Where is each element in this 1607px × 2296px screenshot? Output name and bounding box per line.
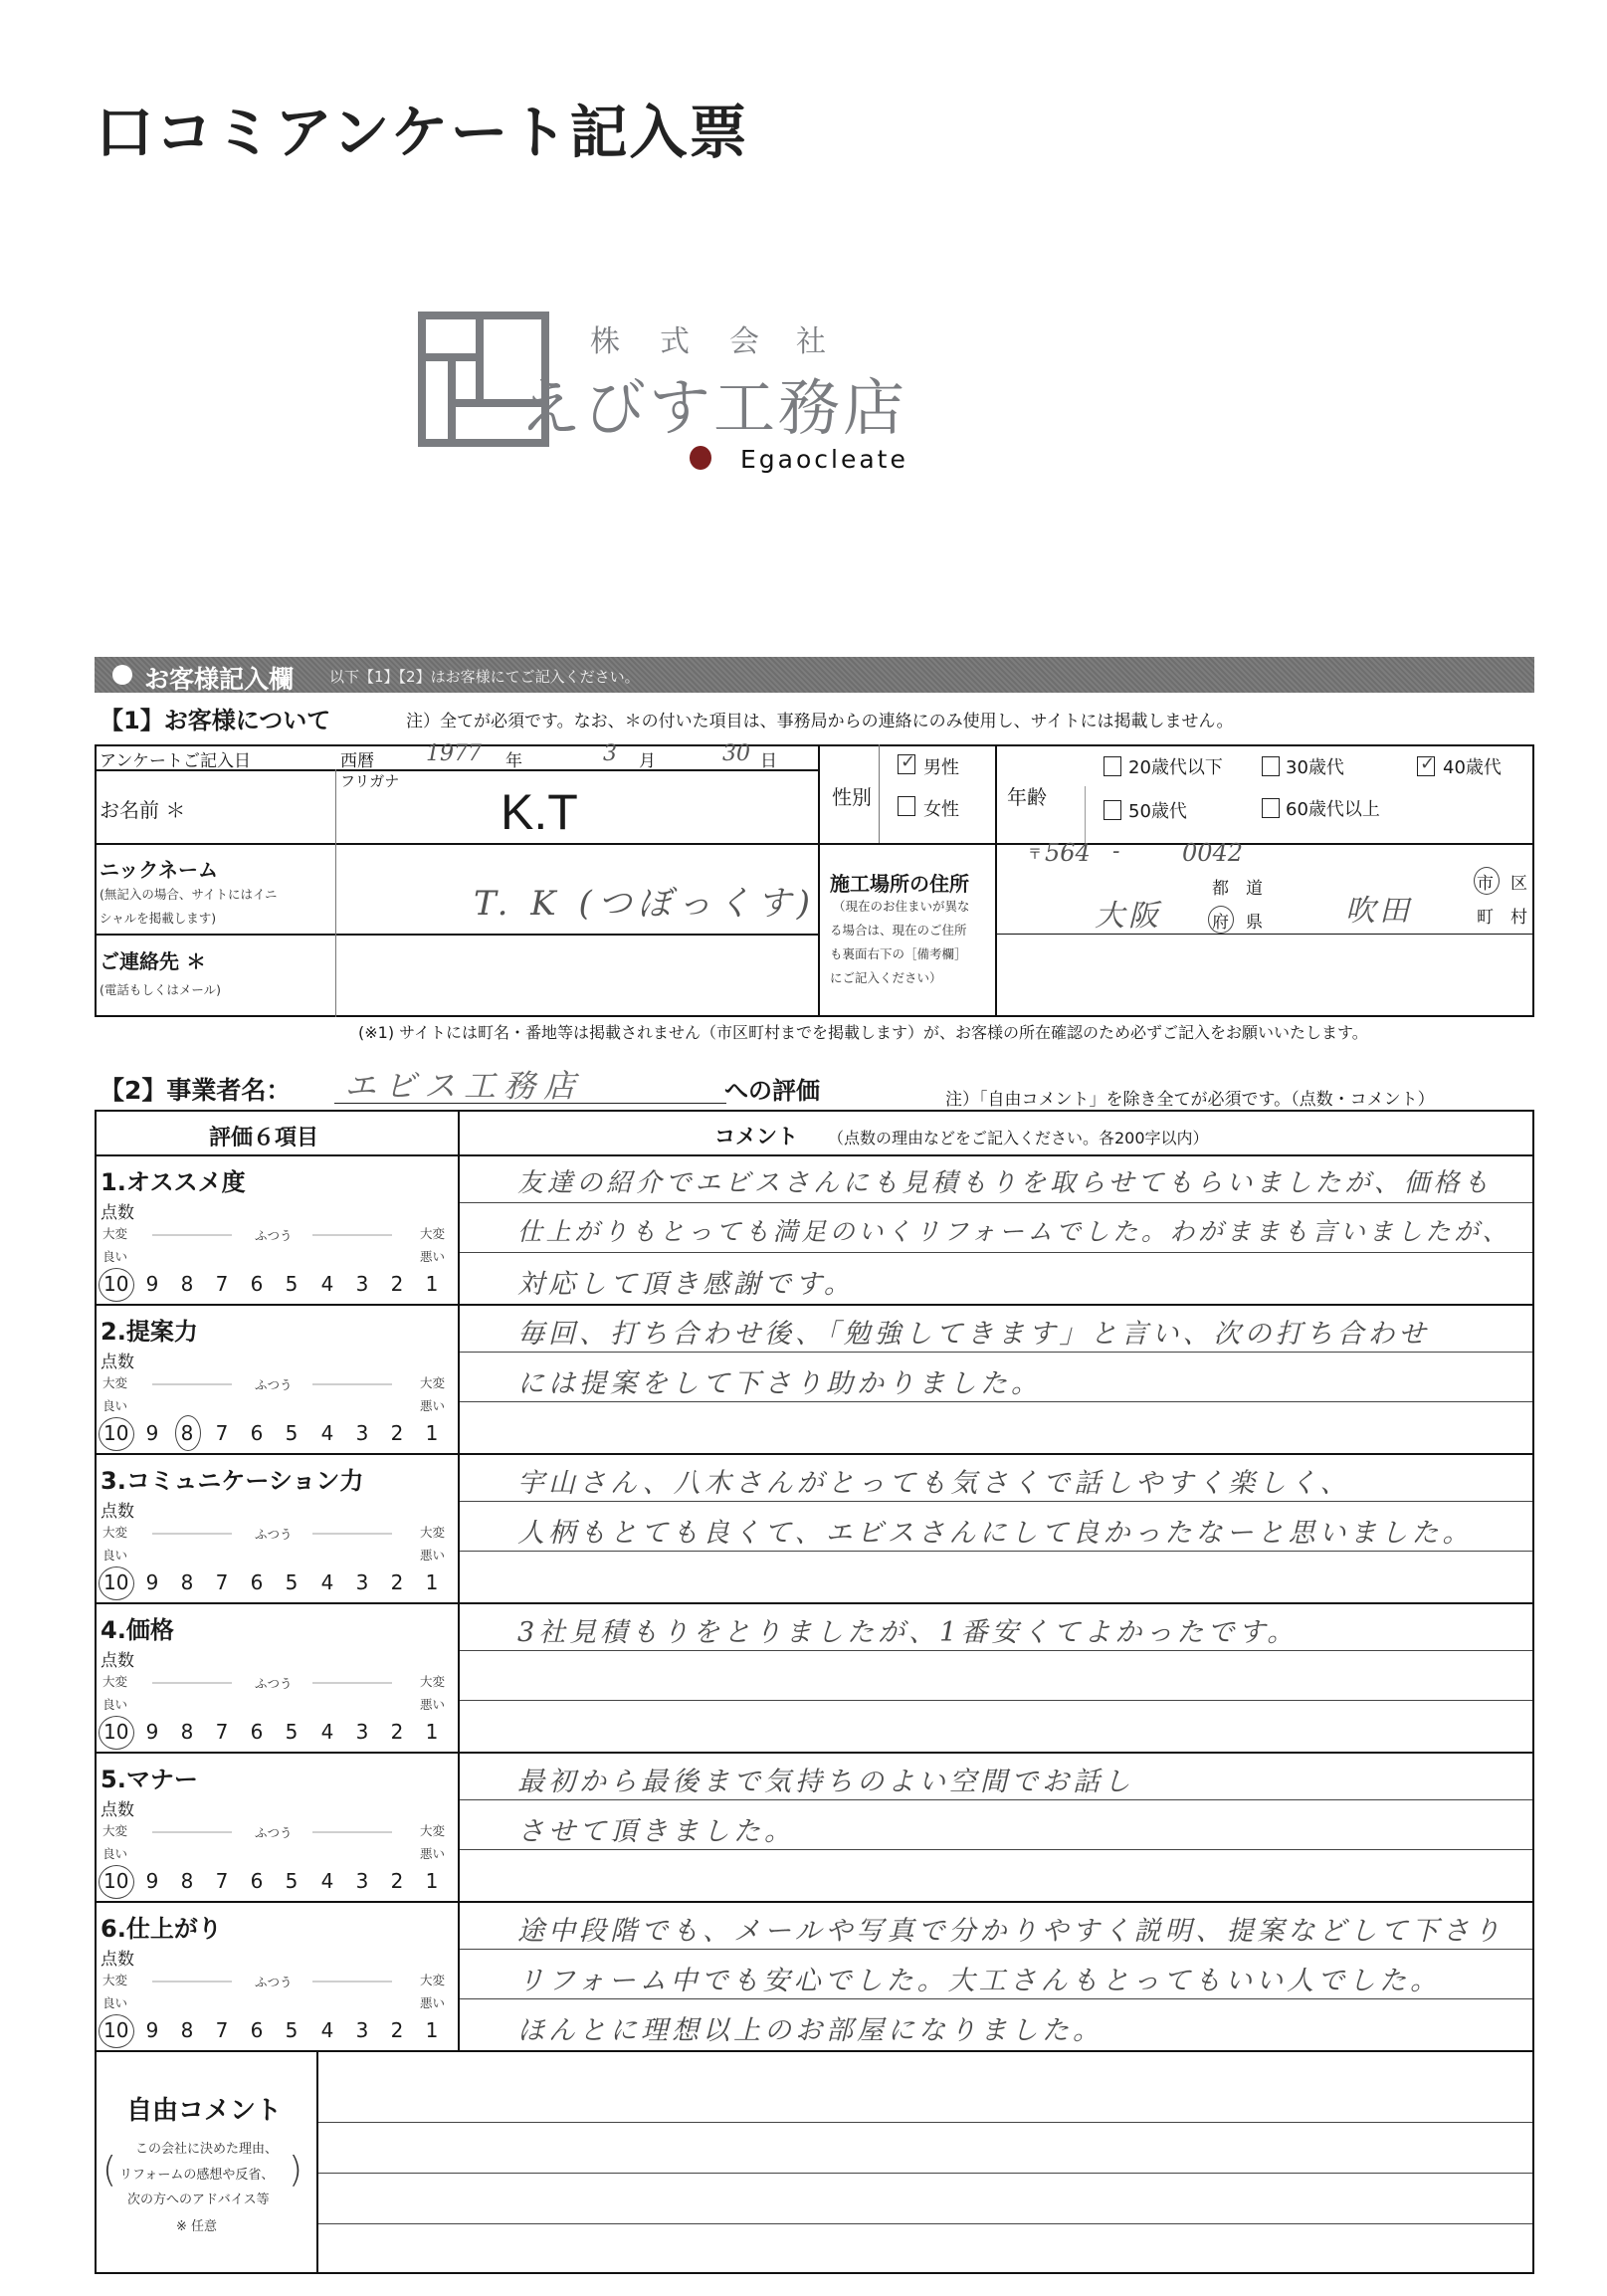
scale-worst-bottom: 悪い <box>420 1398 446 1413</box>
age-30s-checkbox[interactable] <box>1262 756 1280 776</box>
scale-best-top: 大変 <box>102 1375 128 1390</box>
score-option[interactable]: 5 <box>285 1272 299 1296</box>
score-option[interactable]: 1 <box>425 1421 439 1445</box>
nickname-label: ニックネーム <box>100 858 218 882</box>
points-label: 点数 <box>100 1203 134 1223</box>
score-option[interactable]: 6 <box>250 1570 264 1594</box>
logo-prefix-char: 社 <box>796 324 826 359</box>
score-option[interactable]: 2 <box>390 1421 404 1445</box>
score-option[interactable]: 10 <box>103 1869 129 1893</box>
scale-arrow-left-icon <box>152 1234 232 1236</box>
scale-worst-bottom: 悪い <box>420 1846 446 1861</box>
scale-best-bottom: 良い <box>102 1548 128 1563</box>
scale-worst-bottom: 悪い <box>420 1548 446 1563</box>
gender-female-label: 女性 <box>923 799 959 820</box>
postal-code-2[interactable]: 0042 <box>1182 839 1244 867</box>
survey-date-label: アンケートご記入日 <box>100 751 251 771</box>
survey-date-day[interactable]: 30 <box>722 741 750 766</box>
scale-arrow-left-icon <box>152 1682 232 1684</box>
free-comment-sub: リフォームの感想や反省、 <box>119 2168 275 2183</box>
item-title: 1.オススメ度 <box>100 1168 246 1196</box>
scale-best-top: 大変 <box>102 1525 128 1540</box>
score-option[interactable]: 10 <box>103 1421 129 1445</box>
item-title: 2.提案力 <box>100 1318 198 1346</box>
comment-line[interactable]: には提案をして下さり助かりました。 <box>517 1368 1042 1399</box>
nickname-sub1: (無記入の場合、サイトにはイニ <box>100 887 278 902</box>
prefecture-value[interactable]: 大阪 <box>1095 899 1162 934</box>
score-option[interactable]: 9 <box>145 1570 159 1594</box>
city-unit-machi: 町 <box>1477 908 1494 928</box>
scale-arrow-right-icon <box>312 1234 392 1236</box>
selected-score-circle <box>99 1566 134 1600</box>
selected-score-circle <box>99 1268 134 1302</box>
scale-middle: ふつう <box>255 1676 293 1691</box>
comment-line[interactable]: 仕上がりもとっても満足のいくリフォームでした。わがままも言いましたが、 <box>517 1217 1511 1246</box>
free-comment-sub: 次の方へのアドバイス等 <box>127 2192 270 2207</box>
score-option[interactable]: 2 <box>390 2018 404 2042</box>
scale-worst-bottom: 悪い <box>420 1249 446 1264</box>
scale-arrow-right-icon <box>312 1383 392 1385</box>
pref-unit-ken: 県 <box>1246 913 1263 933</box>
score-option[interactable]: 9 <box>145 2018 159 2042</box>
logo-dot-icon <box>690 446 711 470</box>
paren-open: ( <box>102 2150 117 2191</box>
comment-line[interactable]: リフォーム中でも安心でした。大工さんもとってもいい人でした。 <box>517 1966 1442 1996</box>
score-option[interactable]: 1 <box>425 1720 439 1744</box>
score-option[interactable]: 5 <box>285 1421 299 1445</box>
address-sub: にご記入ください） <box>830 970 942 985</box>
item-title: 5.マナー <box>100 1766 198 1793</box>
score-option[interactable]: 7 <box>215 1720 229 1744</box>
pref-unit-fu: 府 <box>1212 913 1229 933</box>
scale-middle: ふつう <box>255 1228 293 1243</box>
scale-arrow-right-icon <box>312 1682 392 1684</box>
section1-note: 注）全てが必須です。なお、＊の付いた項目は、事務局からの連絡にのみ使用し、サイトには掲載しません。 <box>406 712 1234 731</box>
comment-line[interactable]: 人柄もとても良くて、エビスさんにして良かったなーと思いました。 <box>517 1518 1474 1549</box>
scale-middle: ふつう <box>255 1825 293 1840</box>
furigana-label: フリガナ <box>340 772 400 790</box>
score-option[interactable]: 10 <box>103 2018 129 2042</box>
score-option[interactable]: 5 <box>285 1570 299 1594</box>
gender-label: 性別 <box>832 785 872 809</box>
gender-male-checkbox[interactable] <box>898 754 915 774</box>
logo-prefix-char: 株 <box>590 324 620 359</box>
pref-unit-to: 都 <box>1212 879 1229 899</box>
customer-section-bar <box>95 657 1534 693</box>
score-option[interactable]: 6 <box>250 1869 264 1893</box>
scale-worst-top: 大変 <box>420 1375 446 1390</box>
selected-score-circle <box>99 1865 134 1899</box>
free-comment-optional: ※ 任意 <box>176 2219 218 2234</box>
score-option[interactable]: 1 <box>425 1272 439 1296</box>
age-20s-checkbox[interactable] <box>1104 756 1121 776</box>
gender-male-label: 男性 <box>923 757 959 778</box>
score-option[interactable]: 2 <box>390 1570 404 1594</box>
item-title: 4.価格 <box>100 1616 174 1644</box>
score-option[interactable]: 5 <box>285 1720 299 1744</box>
selected-score-circle <box>99 2014 134 2048</box>
logo-name-char: び <box>584 371 647 444</box>
day-unit: 日 <box>760 751 777 771</box>
score-option[interactable]: 7 <box>215 2018 229 2042</box>
scale-best-bottom: 良い <box>102 1697 128 1712</box>
score-option[interactable]: 8 <box>180 1272 194 1296</box>
logo-name-char: 務 <box>778 371 841 444</box>
score-option[interactable]: 8 <box>180 1421 194 1445</box>
scale-best-bottom: 良い <box>102 1249 128 1264</box>
name-label: お名前 ＊ <box>100 798 186 822</box>
address-label: 施工場所の住所 <box>830 872 969 896</box>
nickname-sub2: シャルを掲載します) <box>100 911 217 926</box>
score-option[interactable]: 9 <box>145 1421 159 1445</box>
scale-arrow-right-icon <box>312 1981 392 1983</box>
item-title: 6.仕上がり <box>100 1915 222 1943</box>
comment-column-header: コメント <box>714 1125 798 1148</box>
score-option[interactable]: 9 <box>145 1869 159 1893</box>
city-unit-mura: 村 <box>1510 908 1527 928</box>
business-name-field[interactable]: エビス工務店 <box>334 1061 726 1104</box>
points-label: 点数 <box>100 1950 134 1970</box>
item-title: 3.コミュニケーション力 <box>100 1467 364 1495</box>
score-option[interactable]: 4 <box>320 1869 334 1893</box>
scale-arrow-right-icon <box>312 1533 392 1535</box>
scale-middle: ふつう <box>255 1377 293 1392</box>
gender-female-checkbox[interactable] <box>898 796 915 816</box>
score-option[interactable]: 8 <box>180 1869 194 1893</box>
score-option[interactable]: 2 <box>390 1869 404 1893</box>
score-option[interactable]: 8 <box>180 1720 194 1744</box>
scale-arrow-left-icon <box>152 1383 232 1385</box>
scale-worst-bottom: 悪い <box>420 1995 446 2010</box>
free-comment-line[interactable] <box>328 2060 1522 2116</box>
score-option[interactable]: 6 <box>250 1272 264 1296</box>
scale-worst-top: 大変 <box>420 1674 446 1689</box>
score-option[interactable]: 4 <box>320 1720 334 1744</box>
logo-prefix-char: 式 <box>660 324 690 359</box>
section2-heading: 【2】事業者名： <box>100 1076 292 1105</box>
pref-unit-dou: 道 <box>1246 879 1263 899</box>
score-option[interactable]: 4 <box>320 2018 334 2042</box>
era-label: 西暦 <box>340 751 374 771</box>
city-unit-shi: 市 <box>1477 874 1494 894</box>
score-option[interactable]: 3 <box>355 1720 369 1744</box>
free-comment-line[interactable] <box>328 2227 1522 2269</box>
comment-line[interactable]: させて頂きました。 <box>517 1816 795 1847</box>
contact-label: ご連絡先 ＊ <box>100 949 206 973</box>
age-50s-label: 50歳代 <box>1128 801 1187 822</box>
logo-name-char: 店 <box>843 371 905 444</box>
scale-best-bottom: 良い <box>102 1995 128 2010</box>
score-option[interactable]: 6 <box>250 1720 264 1744</box>
month-unit: 月 <box>639 751 656 771</box>
address-sub: も裏面右下の［備考欄］ <box>830 946 967 961</box>
scale-middle: ふつう <box>255 1527 293 1542</box>
age-20s-label: 20歳代以下 <box>1128 757 1223 778</box>
section2-heading-suffix: への評価 <box>724 1077 820 1105</box>
postal-code-1[interactable]: 564 <box>1045 839 1091 867</box>
age-40s-checkbox[interactable] <box>1417 756 1435 776</box>
comment-line[interactable]: 友達の紹介でエビスさんにも見積もりを取らせてもらいましたが、価格も <box>517 1168 1493 1198</box>
score-option[interactable]: 10 <box>103 1272 129 1296</box>
comment-line[interactable]: ほんとに理想以上のお部屋になりました。 <box>517 2015 1104 2046</box>
score-option[interactable]: 6 <box>250 1421 264 1445</box>
score-option[interactable]: 2 <box>390 1272 404 1296</box>
comment-line[interactable]: 対応して頂き感謝です。 <box>517 1269 855 1300</box>
city-unit-ku: 区 <box>1510 874 1527 894</box>
scale-arrow-left-icon <box>152 1831 232 1833</box>
logo-tagline: Egaocleate <box>740 445 908 474</box>
score-option[interactable]: 7 <box>215 1869 229 1893</box>
free-comment-line[interactable] <box>328 2177 1522 2220</box>
age-60s-checkbox[interactable] <box>1262 798 1280 818</box>
city-value[interactable]: 吹田 <box>1345 894 1413 929</box>
bullet-icon <box>112 665 132 685</box>
contact-sub: (電話もしくはメール) <box>100 982 222 997</box>
score-option[interactable]: 4 <box>320 1570 334 1594</box>
score-option[interactable]: 3 <box>355 1869 369 1893</box>
scale-arrow-left-icon <box>152 1533 232 1535</box>
selected-score-circle <box>99 1417 134 1451</box>
scale-worst-top: 大変 <box>420 1226 446 1241</box>
score-option[interactable]: 8 <box>180 2018 194 2042</box>
points-label: 点数 <box>100 1353 134 1372</box>
comment-line[interactable]: 途中段階でも、メールや写真で分かりやすく説明、提案などして下さり <box>517 1916 1505 1947</box>
score-option[interactable]: 4 <box>320 1421 334 1445</box>
free-comment-title: 自由コメント <box>126 2096 283 2126</box>
scale-best-top: 大変 <box>102 1226 128 1241</box>
page-title: 口コミアンケート記入票 <box>96 99 749 166</box>
score-option[interactable]: 5 <box>285 2018 299 2042</box>
age-60s-label: 60歳代以上 <box>1286 799 1380 820</box>
name-value[interactable]: K.T <box>501 784 578 840</box>
score-option[interactable]: 9 <box>145 1720 159 1744</box>
score-option[interactable]: 1 <box>425 1570 439 1594</box>
comment-line[interactable]: 毎回、打ち合わせ後、「勉強してきます」と言い、次の打ち合わせ <box>517 1319 1430 1350</box>
score-option[interactable]: 8 <box>180 1570 194 1594</box>
age-label: 年齢 <box>1007 785 1047 809</box>
scale-best-top: 大変 <box>102 1674 128 1689</box>
scale-best-top: 大変 <box>102 1823 128 1838</box>
selected-score-circle <box>99 1716 134 1750</box>
points-label: 点数 <box>100 1800 134 1820</box>
scale-best-top: 大変 <box>102 1973 128 1987</box>
age-50s-checkbox[interactable] <box>1104 800 1121 820</box>
score-option[interactable]: 2 <box>390 1720 404 1744</box>
scale-arrow-left-icon <box>152 1981 232 1983</box>
score-option[interactable]: 6 <box>250 2018 264 2042</box>
year-unit: 年 <box>505 751 522 771</box>
points-label: 点数 <box>100 1502 134 1522</box>
score-option[interactable]: 3 <box>355 2018 369 2042</box>
scale-best-bottom: 良い <box>102 1846 128 1861</box>
score-option[interactable]: 5 <box>285 1869 299 1893</box>
comment-line[interactable]: 3社見積もりをとりましたが、1番安くてよかったです。 <box>517 1617 1299 1648</box>
score-option[interactable]: 10 <box>103 1720 129 1744</box>
city-selected-circle <box>1474 867 1500 895</box>
score-option[interactable]: 1 <box>425 1869 439 1893</box>
pref-selected-circle <box>1208 906 1234 934</box>
scale-worst-top: 大変 <box>420 1525 446 1540</box>
logo-prefix-char: 会 <box>729 324 759 359</box>
comment-line[interactable]: 宇山さん、八木さんがとっても気さくで話しやすく楽しく、 <box>517 1468 1351 1499</box>
scale-worst-top: 大変 <box>420 1973 446 1987</box>
age-30s-label: 30歳代 <box>1286 757 1344 778</box>
paren-close: ) <box>289 2150 303 2191</box>
score-option[interactable]: 3 <box>355 1570 369 1594</box>
scale-middle: ふつう <box>255 1975 293 1989</box>
alt-score-circle <box>175 1415 201 1451</box>
scale-worst-top: 大変 <box>420 1823 446 1838</box>
survey-date-year[interactable]: 1977 <box>426 741 482 766</box>
address-sub: （現在のお住まいが異な <box>833 899 970 914</box>
points-label: 点数 <box>100 1651 134 1671</box>
score-option[interactable]: 3 <box>355 1272 369 1296</box>
comment-line[interactable]: 最初から最後まで気持ちのよい空間でお話し <box>517 1767 1134 1797</box>
survey-date-month[interactable]: 3 <box>603 741 617 766</box>
address-sub: る場合は、現在のご住所 <box>830 923 967 938</box>
score-option[interactable]: 7 <box>215 1421 229 1445</box>
score-option[interactable]: 4 <box>320 1272 334 1296</box>
score-option[interactable]: 9 <box>145 1272 159 1296</box>
section2-note: 注）「自由コメント」を除き全てが必須です。（点数・コメント） <box>945 1090 1435 1110</box>
postal-code-sep: - <box>1112 839 1120 864</box>
scale-worst-bottom: 悪い <box>420 1697 446 1712</box>
address-footnote: (※1) サイトには町名・番地等は掲載されません（市区町村までを掲載します）が、お客様の所在確認のため必ずご記入をお願いいたします。 <box>358 1023 1368 1042</box>
nickname-value[interactable]: T. K (つぼっくす) <box>474 884 817 924</box>
score-option[interactable]: 1 <box>425 2018 439 2042</box>
logo-name-char: 工 <box>713 371 776 444</box>
score-option[interactable]: 7 <box>215 1570 229 1594</box>
age-40s-label: 40歳代 <box>1443 757 1502 778</box>
comment-column-note: （点数の理由などをご記入ください。各200字以内） <box>828 1129 1209 1148</box>
logo-name-char: え <box>519 371 582 444</box>
free-comment-sub: この会社に決めた理由、 <box>135 2142 279 2157</box>
score-option[interactable]: 7 <box>215 1272 229 1296</box>
postal-mark: 〒 <box>1028 847 1042 863</box>
free-comment-line[interactable] <box>328 2126 1522 2170</box>
items-column-header: 評価６項目 <box>209 1126 319 1150</box>
customer-section-note: 以下【1】【2】はお客様にてご記入ください。 <box>329 668 640 686</box>
customer-section-title: お客様記入欄 <box>144 665 295 694</box>
score-option[interactable]: 3 <box>355 1421 369 1445</box>
scale-arrow-right-icon <box>312 1831 392 1833</box>
score-option[interactable]: 10 <box>103 1570 129 1594</box>
scale-best-bottom: 良い <box>102 1398 128 1413</box>
section1-heading: 【1】お客様について <box>100 707 331 734</box>
logo-name-char: す <box>649 371 711 444</box>
